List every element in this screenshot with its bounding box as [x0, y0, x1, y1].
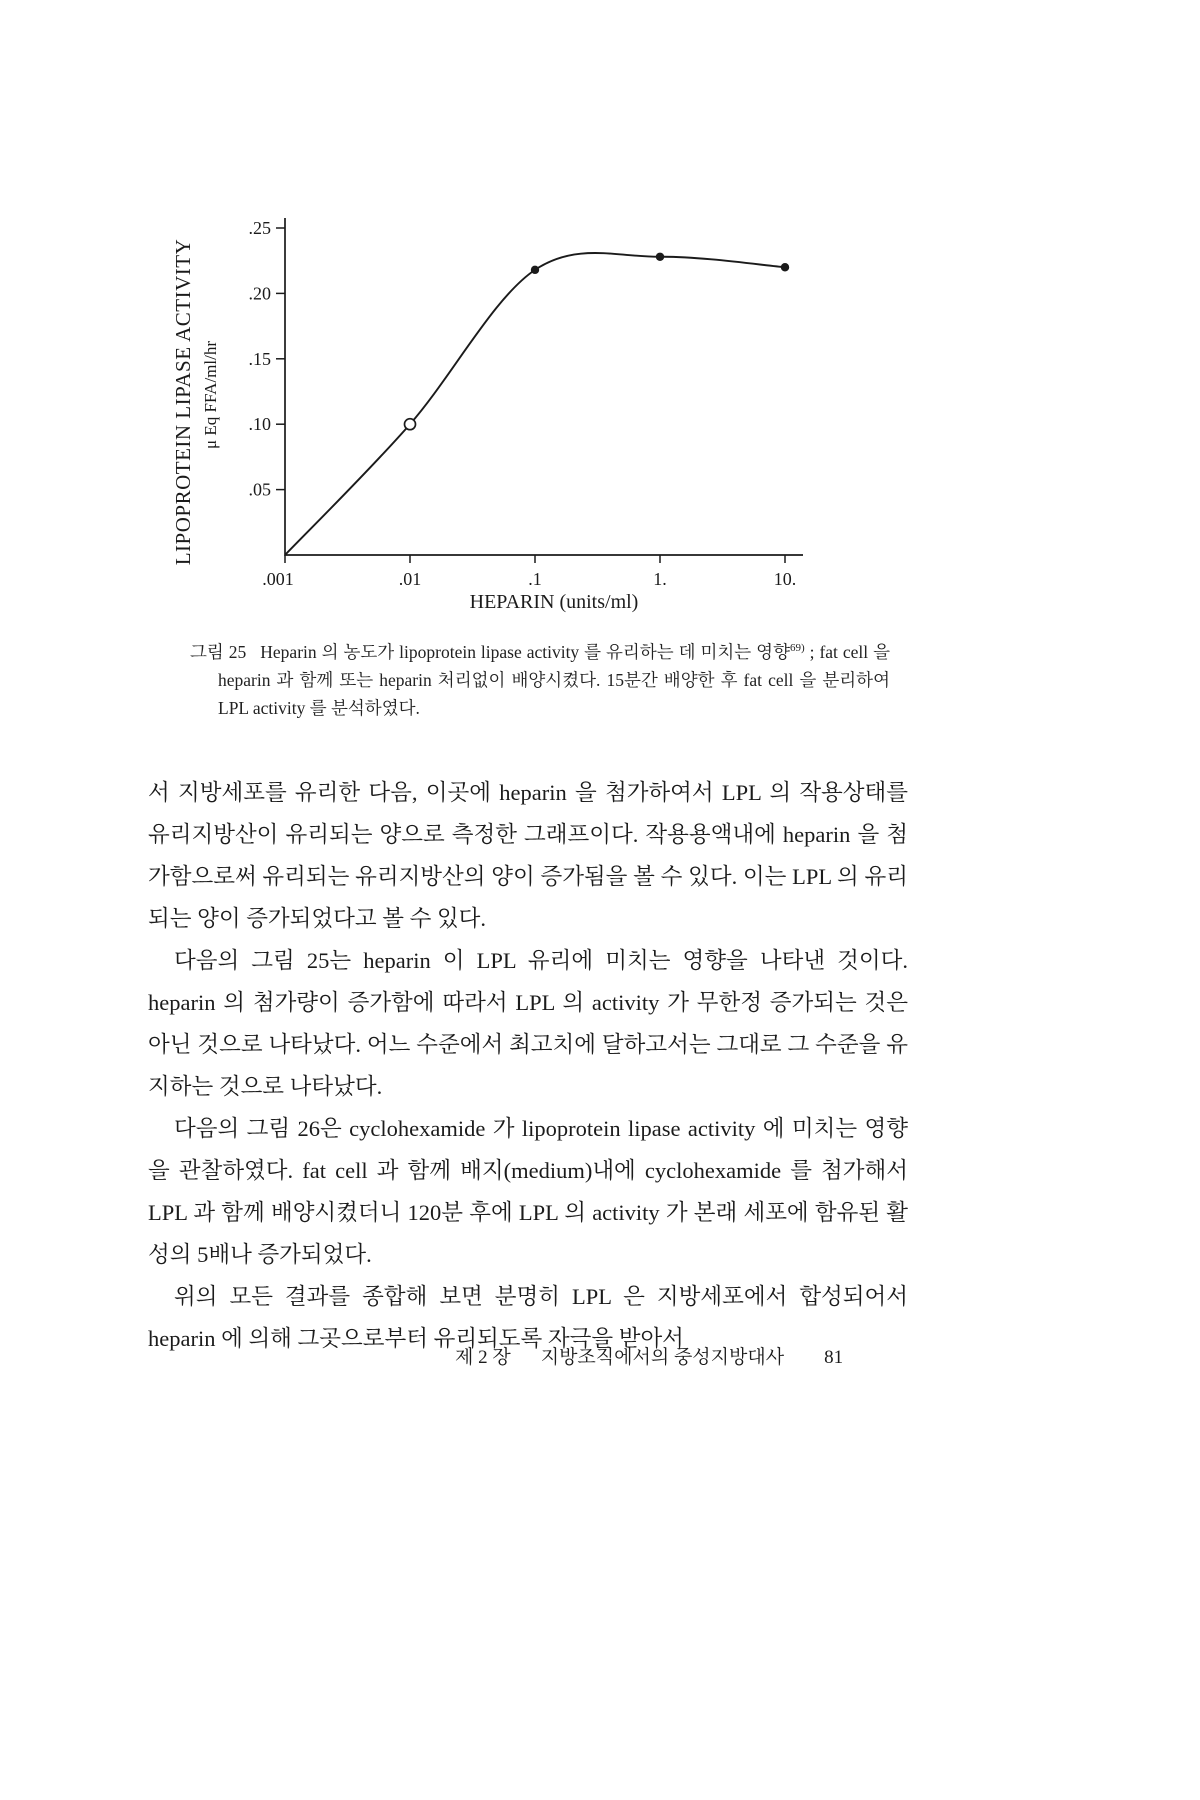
x-tick-label: .01 — [398, 569, 422, 589]
y-axis-title: LIPOPROTEIN LIPASE ACTIVITY — [171, 238, 195, 566]
axes — [285, 218, 803, 555]
footer-chapter: 제 2 장 — [455, 1347, 511, 1368]
paragraph: 다음의 그림 25는 heparin 이 LPL 유리에 미치는 영향을 나타낸 것이다. heparin 의 첨가량이 증가함에 따라서 LPL 의 activity 가 무한정 증가되는 것은 아닌 것으로 나타났다. 어느 수준에서 최고치에 달하고서는 그대로 그 수준을 유지하는 것으로 나타났다. — [148, 948, 908, 1099]
figure-25-chart — [168, 190, 868, 640]
y-tick-label: .25 — [248, 218, 271, 238]
figure-caption-text: Heparin 의 농도가 lipoprotein lipase activity 를 유리하는 데 미치는 영향 — [260, 642, 790, 662]
figure-caption-footnote-ref: 69) — [789, 642, 805, 655]
x-tick-label: 10. — [773, 569, 797, 589]
data-point-open — [405, 419, 416, 430]
y-tick-label: .20 — [248, 283, 271, 304]
y-tick-label: .05 — [248, 479, 271, 500]
paragraph: 다음의 그림 26은 cyclohexamide 가 lipoprotein lipase activity 에 미치는 영향을 관찰하였다. fat cell 과 함께 배지(medium)내에 cyclohexamide 를 첨가해서 LPL 과 함께 배양시켰더니 120분 후에 LPL 의 activity 가 본래 세포에 함유된 활성의 5배나 증가되었다. — [148, 1116, 908, 1267]
figure-caption-label: 그림 25 — [190, 642, 247, 662]
x-tick-label: 1. — [653, 569, 667, 589]
y-axis-subtitle: μ Eq FFA/ml/hr — [201, 341, 220, 449]
paragraph: 위의 모든 결과를 종합해 보면 분명히 LPL 은 지방세포에서 합성되어서 heparin 에 의해 그곳으로부터 유리되도록 자극을 받아서 — [148, 1284, 908, 1351]
page-footer — [455, 1342, 843, 1369]
footer-page-number: 81 — [824, 1347, 844, 1368]
series-curve — [285, 253, 785, 555]
figure-caption-text-cont: ; fat cell 을 heparin 과 함께 또는 heparin 처리없이 배양시켰다. 15분간 배양한 후 fat cell 을 분리하여 LPL activity 를 분석하였다. — [218, 642, 891, 718]
y-tick-label: .10 — [248, 414, 271, 435]
footer-section-title: 지방조직에서의 중성지방대사 — [540, 1347, 785, 1368]
paragraph: 서 지방세포를 유리한 다음, 이곳에 heparin 을 첨가하여서 LPL 의 작용상태를 유리지방산이 유리되는 양으로 측정한 그래프이다. 작용용액내에 heparin 을 첨가함으로써 유리되는 유리지방산의 양이 증가됨을 볼 수 있다. 이는 LPL 의 유리되는 양이 증가되었다고 볼 수 있다. — [148, 780, 908, 931]
figure-25 — [168, 190, 868, 640]
data-point-filled — [531, 266, 539, 274]
body-text — [148, 772, 908, 1360]
data-point-filled — [656, 253, 664, 261]
x-tick-label: .1 — [528, 569, 542, 589]
x-axis-title: HEPARIN (units/ml) — [469, 591, 639, 613]
x-tick-label: .001 — [262, 569, 294, 589]
data-point-filled — [781, 263, 789, 271]
figure-caption — [190, 638, 890, 722]
y-tick-label: .15 — [248, 348, 271, 369]
